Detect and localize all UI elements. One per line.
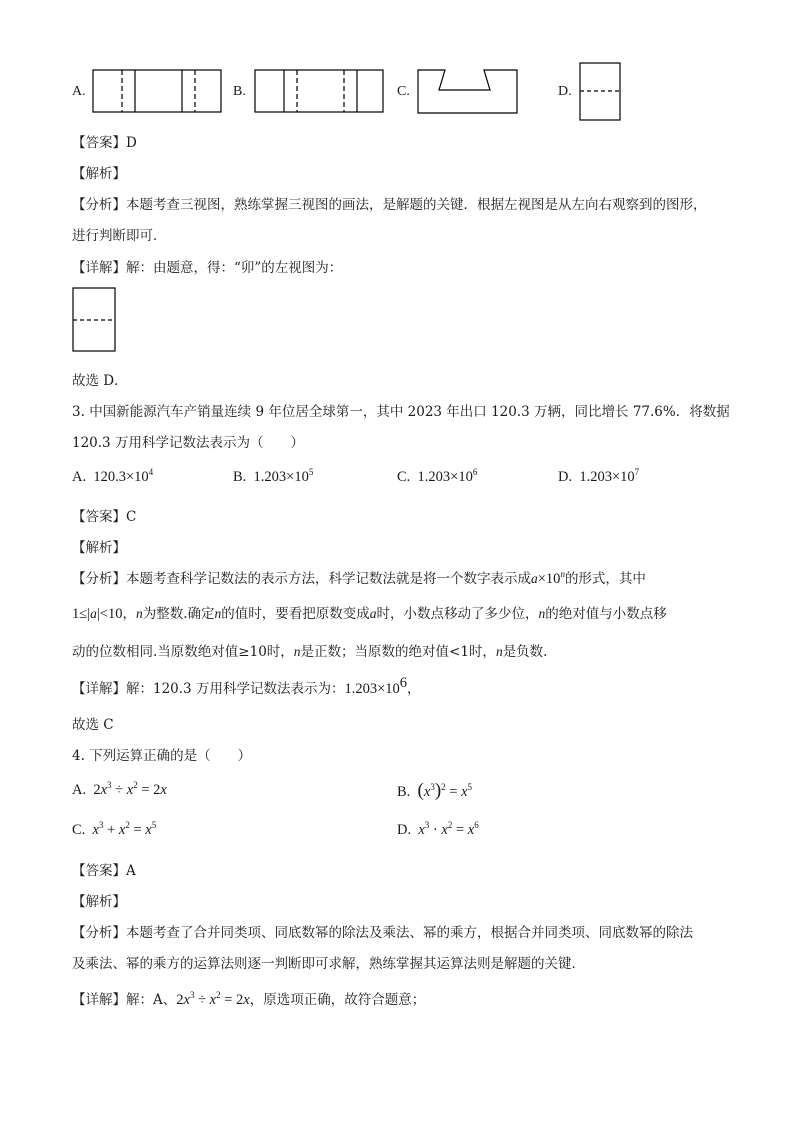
exponent: 6 (474, 820, 479, 830)
option-c-figure (417, 69, 519, 115)
exponent: 3 (107, 780, 112, 790)
figure-outline (580, 63, 620, 120)
fenxi-text: 的形式，其中 (564, 571, 646, 587)
fenxi-text: 是正数；当原数的绝对值<1时， (300, 644, 496, 660)
question-number: 4. (72, 748, 85, 764)
var-n: n (495, 644, 503, 659)
xiangjie-tag: 【详解】 (72, 260, 126, 276)
q4-xiangjie (72, 988, 425, 1009)
q2-xiangjie (72, 256, 342, 276)
xiangjie-formula (176, 992, 249, 1008)
operator: = (445, 784, 462, 800)
xiangjie-text: ，原选项正确，故符合题意； (249, 992, 426, 1008)
option-label: B. (397, 784, 411, 800)
q3-option-d (558, 469, 639, 486)
fenxi-text: 是负数. (502, 644, 548, 660)
paren: ) (434, 780, 442, 801)
fenxi-tag: 【分析】 (72, 571, 126, 587)
operator: ÷ (194, 992, 210, 1008)
q4-fenxi-line2: 及乘法、幂的乘方的运算法则逐一判断即可求解，熟练掌握其运算法则是解题的关键． (72, 956, 585, 972)
option-label: B. (233, 469, 247, 485)
exponent: 2 (125, 820, 130, 830)
var-n: n (214, 606, 222, 621)
option-exponent: 4 (148, 467, 154, 477)
q3-option-b (233, 469, 313, 486)
operator: = (129, 822, 146, 838)
var-x: x (92, 822, 99, 838)
q2-conclusion: 故选 D． (72, 373, 128, 389)
exponent: 3 (98, 820, 104, 830)
var-x: x (100, 782, 108, 798)
option-exponent: 5 (308, 467, 314, 477)
fenxi-text: 本题考查了合并同类项、同底数幂的除法及乘法、幂的乘方，根据合并同类项、同底数幂的除法 (126, 925, 693, 941)
option-mantissa: 1.203×10 (417, 469, 473, 485)
var-x: x (418, 822, 425, 838)
q4-option-a (72, 782, 167, 799)
q3-stem-line2: 120.3 万用科学记数法表示为（ ） (72, 435, 304, 451)
q2-answer: 【答案】D (72, 135, 137, 151)
var-x: x (243, 992, 250, 1008)
var-n: n (560, 569, 565, 579)
option-label: A. (72, 469, 87, 485)
var-a: a (90, 606, 97, 621)
exponent: 5 (467, 782, 473, 792)
option-exponent: 7 (634, 467, 640, 477)
var-n: n (538, 606, 546, 621)
exponent: 2 (133, 780, 138, 790)
option-d-label: D. (558, 84, 572, 99)
exponent: 2 (447, 820, 453, 830)
q4-answer: 【答案】A (72, 863, 136, 879)
coef: 2 (93, 782, 101, 798)
exponent: 3 (430, 782, 435, 792)
var-a: a (531, 571, 538, 586)
math-text: 1.203×10 (344, 681, 400, 697)
operator: = 2 (137, 782, 161, 798)
var-x: x (118, 822, 126, 838)
exponent: 5 (151, 820, 157, 830)
var-n: n (293, 644, 301, 659)
punct: ， (407, 681, 421, 697)
exponent: 6 (399, 675, 408, 691)
figure-outline (418, 70, 517, 113)
math-text: 1≤| (72, 606, 91, 622)
q2-analysis-heading: 【解析】 (72, 166, 126, 182)
q3-analysis-heading: 【解析】 (72, 540, 126, 556)
q4-option-c (72, 822, 156, 839)
var-x: x (209, 992, 217, 1008)
xiangjie-text: 解：由题意，得：“卯”的左视图为： (126, 260, 343, 276)
q3-stem-line1 (72, 400, 730, 420)
q4-stem (72, 744, 251, 764)
q3-fenxi-line3 (72, 640, 547, 660)
fenxi-tag: 【分析】 (72, 197, 126, 213)
option-a-label: A. (72, 84, 86, 99)
var-x: x (423, 784, 431, 800)
question-number: 3. (72, 404, 85, 420)
option-mantissa: 120.3×10 (93, 469, 149, 485)
xiangjie-tag: 【详解】 (72, 992, 126, 1008)
q3-stem-text: 中国新能源汽车产销量连续 9 年位居全球第一，其中 2023 年出口 120.3 万辆，同比增长 77.6%．将数据 (89, 404, 730, 420)
fenxi-text: 时，小数点移动了多少位， (376, 606, 539, 622)
option-label: C. (72, 822, 86, 838)
q4-option-b (397, 780, 472, 802)
coef: 2 (176, 992, 184, 1008)
xiangjie-text: 解：A、 (126, 992, 177, 1008)
operator: · (429, 822, 442, 838)
option-label: D. (397, 822, 412, 838)
var-x: x (183, 992, 190, 1008)
fenxi-text: 的绝对值与小数点移 (545, 606, 667, 622)
option-c-label: C. (397, 84, 410, 99)
q4-analysis-heading: 【解析】 (72, 894, 126, 910)
q3-fenxi-line2 (72, 602, 667, 623)
option-mantissa: 1.203×10 (579, 469, 635, 485)
q2-fenxi-line2: 进行判断即可． (72, 228, 167, 244)
var-x: x (461, 784, 468, 800)
left-view-figure (72, 287, 117, 353)
fenxi-text: 动的位数相同.当原数绝对值≥10时， (72, 644, 294, 660)
q3-option-c (397, 469, 477, 486)
exponent: 2 (441, 782, 446, 792)
operator: ÷ (111, 782, 127, 798)
var-x: x (441, 822, 448, 838)
q3-fenxi-line1 (72, 567, 646, 588)
option-mantissa: 1.203×10 (253, 469, 309, 485)
var-x: x (145, 822, 152, 838)
fenxi-tag: 【分析】 (72, 925, 126, 941)
option-d-figure (579, 62, 622, 122)
fenxi-text: 本题考查三视图，熟练掌握三视图的画法，是解题的关键．根据左视图是从左向右观察到的图形， (126, 197, 707, 213)
operator: = (452, 822, 468, 838)
var-n: n (135, 606, 143, 621)
formula-times-ten: ×10 (537, 571, 561, 587)
punct: ， (122, 606, 136, 622)
operator: + (103, 822, 119, 838)
option-b-label: B. (233, 84, 246, 99)
var-a: a (369, 606, 377, 621)
math-text: |<10 (96, 606, 123, 622)
figure-outline (93, 70, 221, 112)
paren: ( (417, 780, 424, 801)
q3-answer: 【答案】C (72, 509, 137, 525)
exponent: 2 (216, 990, 221, 1000)
q4-stem-text: 下列运算正确的是（ ） (89, 748, 252, 764)
xiangjie-text: 解：120.3 万用科学记数法表示为： (126, 681, 345, 697)
fenxi-text: 的值时，要看把原数变成 (221, 606, 370, 622)
var-x: x (126, 782, 134, 798)
q3-xiangjie (72, 677, 421, 698)
q3-option-a (72, 469, 153, 486)
option-b-figure (254, 69, 385, 114)
option-label: D. (558, 469, 573, 485)
figure-outline (255, 70, 383, 112)
q3-conclusion: 故选 C (72, 717, 114, 733)
option-label: A. (72, 782, 87, 798)
exponent: 3 (424, 820, 430, 830)
var-x: x (160, 782, 167, 798)
operator: = 2 (220, 992, 244, 1008)
var-x: x (467, 822, 475, 838)
xiangjie-tag: 【详解】 (72, 681, 126, 697)
fenxi-text: 本题考查科学记数法的表示方法，科学记数法就是将一个数字表示成 (126, 571, 531, 587)
option-label: C. (397, 469, 411, 485)
fenxi-text: 为整数.确定 (142, 606, 215, 622)
q4-fenxi-line1 (72, 921, 693, 941)
q2-fenxi-line1 (72, 193, 707, 213)
q4-option-d (397, 822, 479, 839)
exponent: 3 (189, 990, 195, 1000)
option-exponent: 6 (472, 467, 478, 477)
option-a-figure (92, 69, 222, 114)
